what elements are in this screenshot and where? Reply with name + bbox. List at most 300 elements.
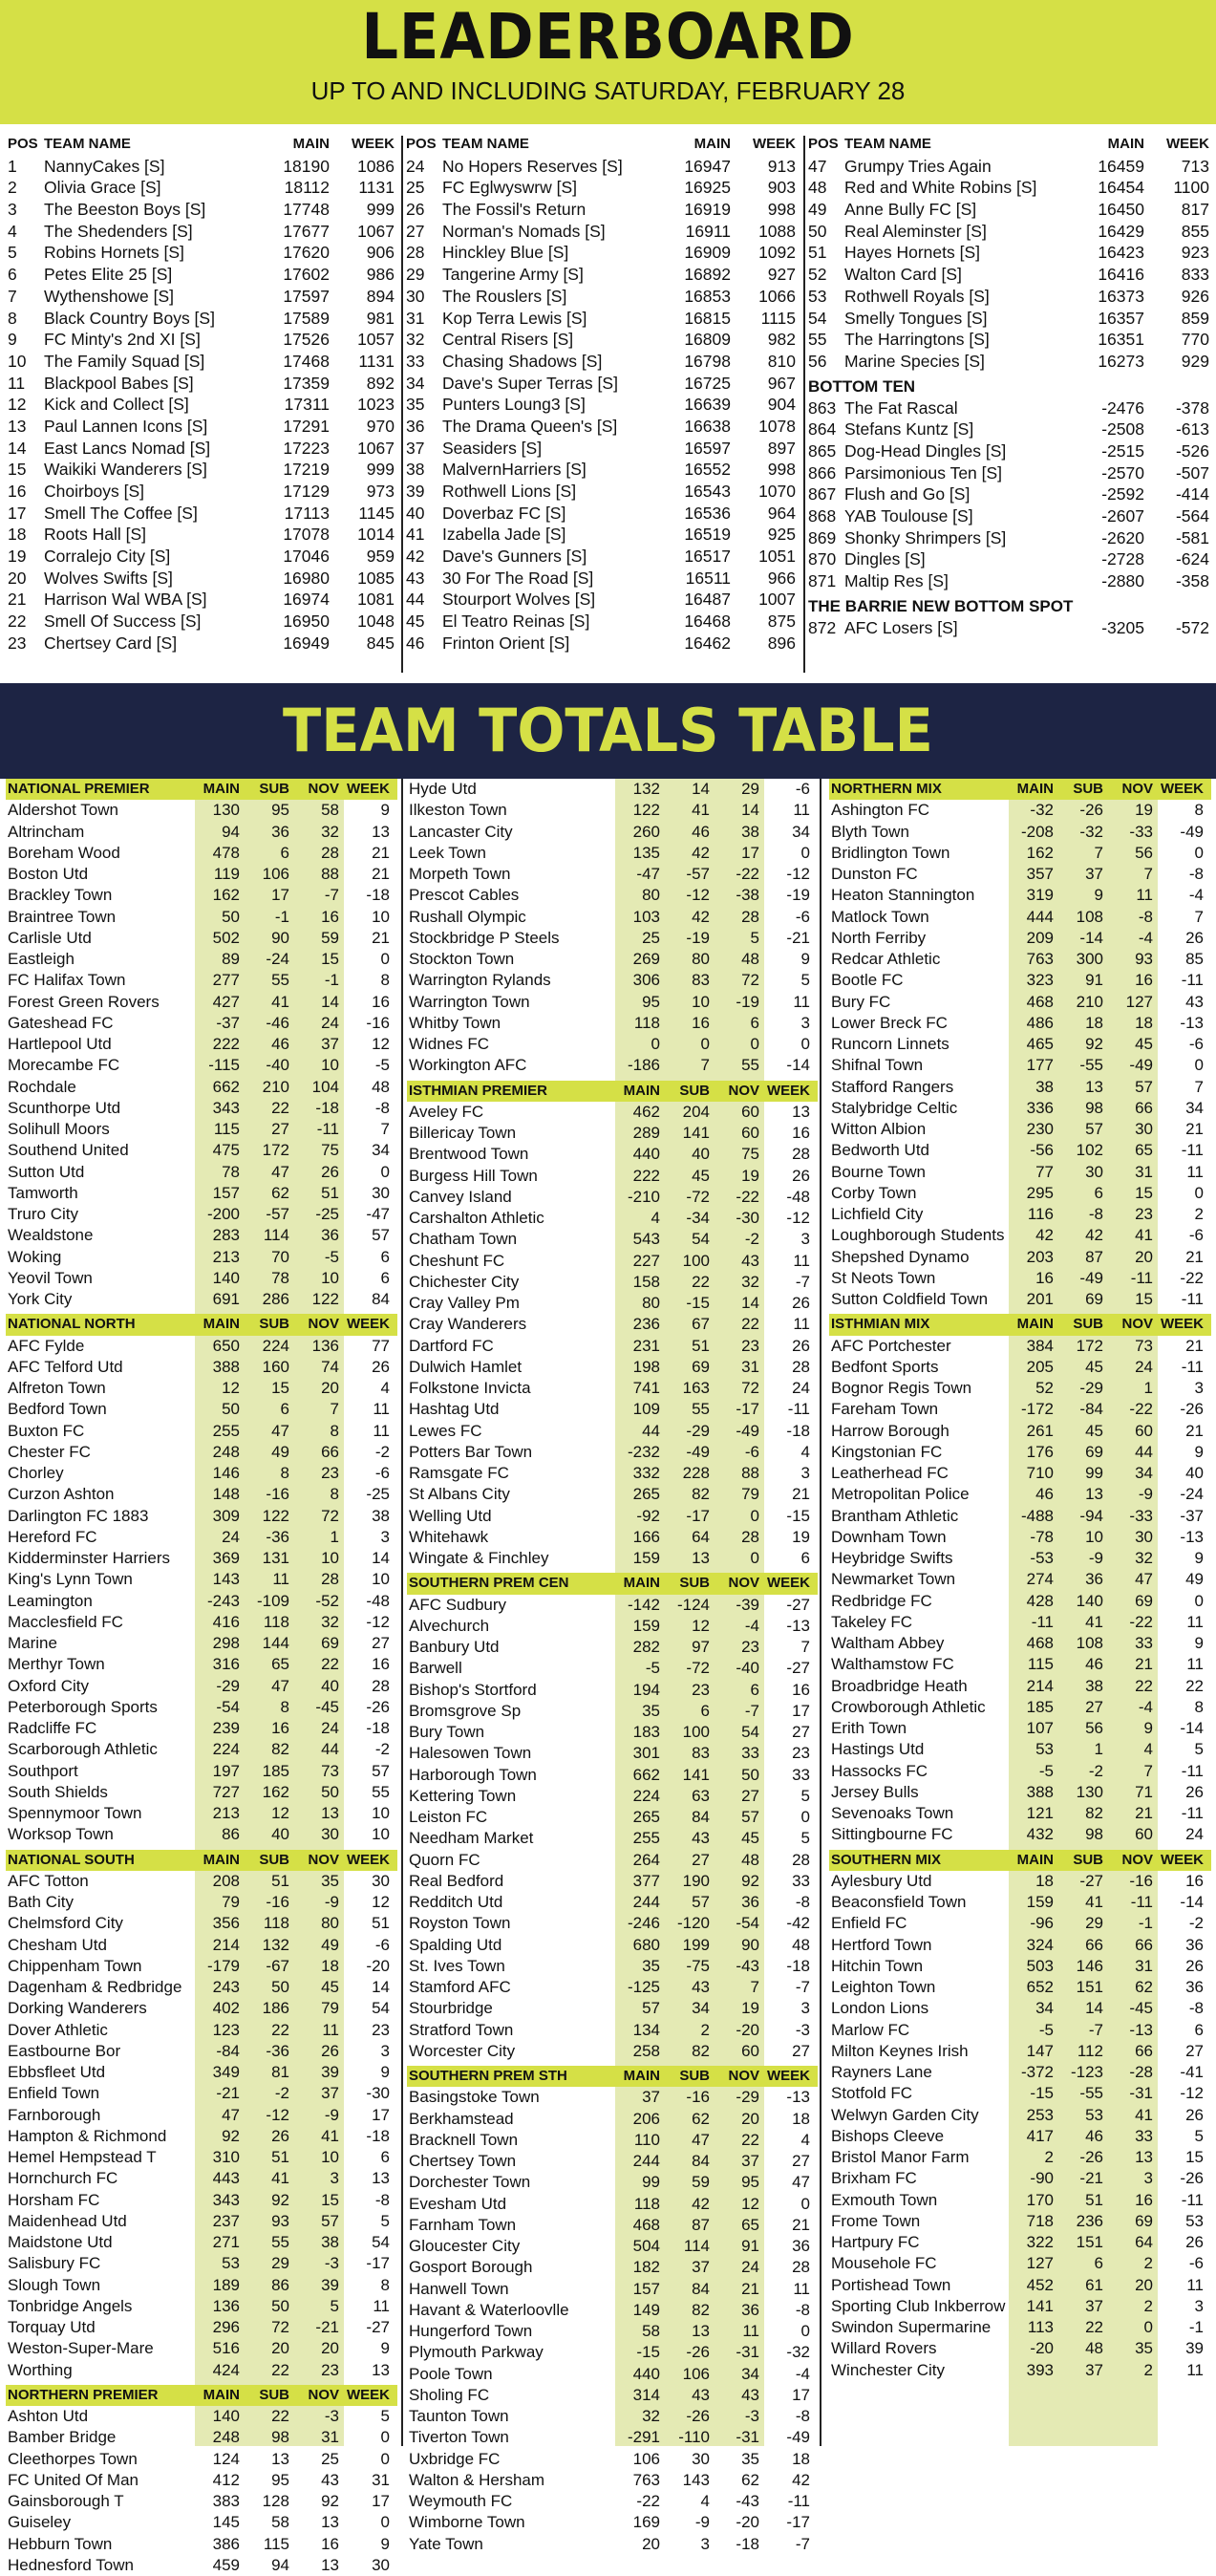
team-name: Macclesfield FC <box>8 1612 123 1631</box>
week-score: 1088 <box>758 221 796 241</box>
sub-total: 55 <box>692 1400 710 1419</box>
main-total: 336 <box>1026 1098 1054 1117</box>
main-total: -5 <box>1038 1761 1054 1780</box>
nov-total: 35 <box>741 2449 759 2468</box>
leaderboard-header-row <box>406 134 796 156</box>
team-row <box>407 2236 818 2257</box>
team-name: Enfield Town <box>8 2084 100 2103</box>
team-name: Ashton Utd <box>8 2407 89 2425</box>
leaderboard-row <box>406 459 796 481</box>
main-total: 110 <box>633 2130 660 2149</box>
nov-total: 15 <box>1135 1290 1153 1308</box>
team-name: Leighton Town <box>831 1978 936 1996</box>
nov-total: -52 <box>315 1591 339 1610</box>
team-row <box>6 1013 397 1034</box>
team-name: Eastleigh <box>8 950 75 968</box>
main-total: 444 <box>1026 907 1054 926</box>
week-score: 998 <box>767 200 796 220</box>
week-total: 17 <box>792 1701 810 1720</box>
week-score: 855 <box>1181 221 1209 241</box>
sub-total: -17 <box>686 1506 710 1525</box>
week-total: 11 <box>373 1400 390 1419</box>
team-row <box>829 1463 1211 1484</box>
main-total: 119 <box>213 865 240 883</box>
nov-total: 9 <box>1143 1719 1153 1737</box>
week-total: 54 <box>372 2233 390 2251</box>
sub-total: 41 <box>271 992 289 1011</box>
team-name: Wolves Swifts [S] <box>44 568 173 588</box>
week-total: -48 <box>786 1187 810 1206</box>
team-row <box>407 1871 818 1892</box>
week-total: 10 <box>372 1570 390 1589</box>
team-name: Walton Card [S] <box>844 265 962 285</box>
nov-header: NOV <box>728 1575 759 1592</box>
main-total: -142 <box>627 1595 660 1614</box>
week-score: 1131 <box>358 178 395 198</box>
nov-total: 4 <box>1143 1740 1153 1759</box>
sub-total: 286 <box>262 1290 289 1308</box>
team-row <box>407 1977 818 1998</box>
week-total: 49 <box>1185 1570 1204 1589</box>
position: 870 <box>808 549 837 569</box>
nov-total: 20 <box>1135 2275 1153 2294</box>
week-total: 6 <box>800 1549 810 1567</box>
sub-total: 69 <box>1085 1290 1103 1308</box>
week-score: -624 <box>1175 549 1209 569</box>
week-total: 19 <box>792 1527 810 1546</box>
week-score: 903 <box>767 178 796 198</box>
team-row <box>407 1421 818 1442</box>
team-name: Matlock Town <box>831 907 929 926</box>
position: 7 <box>8 286 17 306</box>
team-row <box>829 2062 1211 2083</box>
main-total: 468 <box>1026 1634 1054 1652</box>
team-name: St Neots Town <box>831 1268 936 1287</box>
week-score: 1067 <box>357 438 395 458</box>
week-total: -13 <box>1180 1527 1204 1546</box>
nov-total: -40 <box>736 1659 759 1678</box>
week-total: 9 <box>380 2339 390 2358</box>
team-name: No Hopers Reserves [S] <box>442 156 623 176</box>
main-total: 208 <box>212 1871 240 1890</box>
sub-total: 55 <box>271 971 289 990</box>
team-name: Harborough Town <box>409 1765 537 1784</box>
team-row <box>829 1484 1211 1505</box>
position: 35 <box>406 395 425 415</box>
sub-total: 9 <box>1094 886 1103 905</box>
main-total: 135 <box>632 843 660 862</box>
nov-total: 62 <box>741 2470 759 2489</box>
week-total: 3 <box>1194 2296 1204 2315</box>
position: 8 <box>8 308 17 328</box>
team-row <box>6 1098 397 1119</box>
week-header: WEEK <box>767 1575 810 1592</box>
team-name: Blyth Town <box>831 822 909 841</box>
sub-total: 23 <box>692 1680 710 1699</box>
nov-total: -8 <box>1138 907 1153 926</box>
sub-total: 14 <box>1085 1999 1103 2018</box>
league-title: SOUTHERN MIX <box>831 1851 942 1868</box>
nov-total: 60 <box>741 1102 759 1121</box>
sub-total: -49 <box>686 1442 710 1461</box>
team-name: Tiverton Town <box>409 2428 509 2447</box>
sub-total: 100 <box>682 1723 710 1741</box>
sub-total: 41 <box>1085 1893 1103 1911</box>
team-name: YAB Toulouse [S] <box>844 506 973 526</box>
team-name: Radcliffe FC <box>8 1719 97 1737</box>
sub-total: 47 <box>692 2130 710 2149</box>
nov-total: 0 <box>750 1035 759 1053</box>
nov-total: 60 <box>741 2041 759 2060</box>
main-total: 710 <box>1026 1464 1054 1482</box>
team-row <box>6 1956 397 1977</box>
team-name: Farnborough <box>8 2105 101 2124</box>
main-total: 343 <box>212 1098 240 1117</box>
nov-total: -9 <box>324 1893 339 1911</box>
main-header: MAIN <box>292 136 330 152</box>
nov-total: -22 <box>1129 1612 1153 1631</box>
team-row <box>829 949 1211 970</box>
team-name: Hanwell Town <box>409 2279 509 2298</box>
week-total: -37 <box>1180 1506 1204 1525</box>
team-row <box>407 1293 818 1314</box>
sub-total: -57 <box>266 1205 289 1223</box>
team-row <box>6 928 397 949</box>
main-total: 143 <box>212 1570 240 1589</box>
sub-header: SUB <box>259 1316 289 1333</box>
main-total: 718 <box>1026 2211 1054 2230</box>
week-total: 26 <box>1185 1956 1204 1975</box>
nov-total: -7 <box>744 1701 759 1720</box>
sub-total: 84 <box>692 1808 710 1826</box>
week-total: -30 <box>366 2084 390 2103</box>
team-name: Buxton FC <box>8 1421 85 1440</box>
main-total: 214 <box>1026 1676 1054 1695</box>
team-name: Stourbridge <box>409 1999 493 2018</box>
team-row <box>6 1162 397 1183</box>
league-title: NATIONAL NORTH <box>8 1316 136 1333</box>
sub-total: -7 <box>1088 2020 1103 2039</box>
team-totals-column <box>6 779 397 2574</box>
week-total: -8 <box>795 2407 810 2425</box>
team-name: Banbury Utd <box>409 1638 500 1656</box>
sub-total: 72 <box>271 2318 289 2336</box>
team-name: Halesowen Town <box>409 1744 532 1763</box>
nov-total: 65 <box>1135 1141 1153 1160</box>
leaderboard-row <box>808 351 1209 373</box>
leaderboard-row <box>808 221 1209 243</box>
main-total: 424 <box>212 2360 240 2379</box>
team-name: Eastbourne Bor <box>8 2041 121 2060</box>
team-row <box>407 1013 818 1034</box>
team-row <box>829 1077 1211 1098</box>
main-total: 58 <box>642 2322 660 2340</box>
nov-total: 14 <box>741 1294 759 1312</box>
team-row <box>6 2512 397 2533</box>
week-total: 14 <box>372 1549 390 1567</box>
team-name: Kick and Collect [S] <box>44 395 189 415</box>
sub-total: 34 <box>692 1999 710 2018</box>
main-total: 412 <box>212 2470 240 2489</box>
sub-total: 30 <box>692 2449 710 2468</box>
team-name: Hemel Hempstead T <box>8 2148 157 2166</box>
position: 54 <box>808 308 827 328</box>
main-total: 37 <box>642 2088 660 2107</box>
main-total: 427 <box>212 992 240 1011</box>
nov-total: 7 <box>330 1400 339 1419</box>
sub-total: -19 <box>686 928 710 947</box>
nov-total: -3 <box>324 2254 339 2273</box>
team-name: Aylesbury Utd <box>831 1871 932 1890</box>
league-header <box>829 779 1211 800</box>
main-total: 369 <box>212 1549 240 1567</box>
team-row <box>407 1484 818 1505</box>
main-total: 452 <box>1026 2275 1054 2294</box>
team-row <box>829 822 1211 843</box>
nov-total: 10 <box>321 1056 339 1075</box>
team-name: Sutton Utd <box>8 1162 85 1181</box>
team-name: Chesham Utd <box>8 1935 107 1954</box>
team-row <box>6 2232 397 2253</box>
leaderboard-column <box>406 134 796 655</box>
sub-total: -12 <box>266 2105 289 2124</box>
column-divider <box>803 136 805 673</box>
week-total: 38 <box>372 1506 390 1525</box>
main-score: -2515 <box>1101 440 1144 461</box>
nov-total: -43 <box>736 1956 759 1975</box>
team-row <box>407 885 818 906</box>
week-total: 13 <box>372 2360 390 2379</box>
main-score: 17602 <box>283 265 330 285</box>
week-total: 17 <box>792 2385 810 2404</box>
leaderboard-row <box>8 373 395 395</box>
team-row <box>6 1442 397 1463</box>
position: 40 <box>406 503 425 523</box>
main-total: 504 <box>632 2237 660 2255</box>
main-score: 17589 <box>283 308 330 328</box>
week-header: WEEK <box>767 1082 810 1099</box>
main-total: -125 <box>627 1978 660 1996</box>
sub-total: 15 <box>271 1379 289 1397</box>
team-row <box>407 779 818 800</box>
sub-total: 140 <box>1076 1591 1103 1610</box>
team-row <box>829 1204 1211 1225</box>
team-name: Spennymoor Town <box>8 1804 142 1822</box>
sub-total: 81 <box>271 2063 289 2081</box>
nov-total: 1 <box>330 1527 339 1546</box>
leaderboard-row <box>406 568 796 590</box>
nov-total: 14 <box>741 801 759 820</box>
team-name: Waltham Abbey <box>831 1634 945 1652</box>
week-total: 3 <box>1194 1379 1204 1397</box>
week-total: -26 <box>366 1697 390 1716</box>
nov-header: NOV <box>728 1082 759 1099</box>
team-name: Whitby Town <box>409 1013 501 1032</box>
leaderboard-row <box>8 416 395 438</box>
week-total: 3 <box>380 1527 390 1546</box>
team-row <box>829 928 1211 949</box>
team-row <box>407 1680 818 1701</box>
main-total: 384 <box>1026 1336 1054 1355</box>
team-name: Downham Town <box>831 1527 947 1546</box>
week-total: -2 <box>374 1740 390 1759</box>
position: 9 <box>8 330 17 350</box>
team-name: Dorking Wanderers <box>8 1999 147 2018</box>
sub-header: SUB <box>259 1851 289 1868</box>
sub-total: -14 <box>1079 928 1103 947</box>
week-score: 1100 <box>1173 178 1209 198</box>
week-total: -7 <box>795 2534 810 2553</box>
main-total: 106 <box>632 2449 660 2468</box>
main-total: 177 <box>1026 1056 1054 1075</box>
position: 12 <box>8 395 27 415</box>
nov-total: 3 <box>1143 2169 1153 2188</box>
nov-total: -3 <box>744 2407 759 2425</box>
leaderboard-row <box>8 568 395 590</box>
team-row <box>407 992 818 1013</box>
team-name: Yeovil Town <box>8 1268 93 1287</box>
team-row <box>407 1828 818 1849</box>
main-total: 16 <box>1035 1268 1054 1287</box>
sub-total: 43 <box>692 1829 710 1848</box>
sub-total: 12 <box>271 1804 289 1822</box>
team-name: Yate Town <box>409 2534 483 2553</box>
main-score: 17291 <box>283 416 330 436</box>
team-row <box>6 2105 397 2126</box>
week-total: 11 <box>373 2296 390 2315</box>
week-score: -581 <box>1175 527 1209 547</box>
sub-total: 46 <box>692 822 710 841</box>
sub-total: 51 <box>692 1336 710 1355</box>
sub-total: 83 <box>692 971 710 990</box>
sub-header: SUB <box>259 781 289 797</box>
week-total: -7 <box>795 1978 810 1996</box>
main-score: 16423 <box>1098 243 1144 263</box>
sub-total: -109 <box>256 1591 289 1610</box>
nov-total: 23 <box>321 2360 339 2379</box>
position: 42 <box>406 547 425 567</box>
nov-total: 0 <box>1143 2318 1153 2336</box>
team-name: Marine Species [S] <box>844 351 985 371</box>
team-name: Corralejo City [S] <box>44 547 171 567</box>
week-score: 817 <box>1181 200 1209 220</box>
team-name: Central Risers [S] <box>442 330 574 350</box>
sub-total: 16 <box>692 1013 710 1032</box>
sub-header: SUB <box>259 2386 289 2403</box>
team-row <box>6 2427 397 2448</box>
team-name: Slough Town <box>8 2275 101 2294</box>
team-name: Norman's Nomads [S] <box>442 221 606 241</box>
sub-total: -110 <box>678 2428 710 2447</box>
team-name: Worksop Town <box>8 1825 114 1844</box>
sub-total: 87 <box>692 2215 710 2234</box>
team-name: Chatham Town <box>409 1230 518 1249</box>
team-row <box>6 2168 397 2189</box>
week-header: WEEK <box>347 2386 390 2403</box>
week-score: 894 <box>366 286 395 306</box>
sub-total: -26 <box>686 2343 710 2362</box>
team-name: The Harringtons [S] <box>844 330 990 350</box>
main-total: 478 <box>212 843 240 862</box>
main-score: 16947 <box>684 156 731 176</box>
team-name: Carlisle Utd <box>8 928 92 947</box>
nov-total: -19 <box>736 992 759 1011</box>
week-total: 0 <box>380 1162 390 1181</box>
team-row <box>829 1824 1211 1845</box>
leaderboard-row <box>8 329 395 351</box>
team-name: Gateshead FC <box>8 1013 114 1032</box>
nov-total: 24 <box>741 2258 759 2277</box>
leaderboard-row <box>8 351 395 373</box>
leaderboard-row <box>808 199 1209 221</box>
main-score: -2476 <box>1101 397 1144 418</box>
team-row <box>407 1357 818 1378</box>
sub-total: 99 <box>1085 1464 1103 1482</box>
team-row <box>829 843 1211 864</box>
leaderboard-row <box>808 617 1209 639</box>
position: 24 <box>406 156 425 176</box>
team-row <box>407 2406 818 2427</box>
main-total: 239 <box>212 1719 240 1737</box>
main-total: 283 <box>212 1226 240 1245</box>
nov-total: 79 <box>741 1485 759 1504</box>
week-total: -18 <box>786 1421 810 1440</box>
nov-total: 26 <box>321 1162 339 1181</box>
team-row <box>407 800 818 821</box>
team-name: Choirboys [S] <box>44 482 145 501</box>
team-row <box>6 1697 397 1718</box>
nov-total: 31 <box>1135 1162 1153 1181</box>
column-divider <box>401 136 403 673</box>
main-total: 103 <box>632 907 660 926</box>
team-row <box>6 1913 397 1934</box>
position: 37 <box>406 438 425 458</box>
sub-total: 82 <box>692 2041 710 2060</box>
team-name: Walton & Hersham <box>409 2470 545 2489</box>
team-name: Bracknell Town <box>409 2130 519 2149</box>
team-row <box>829 1612 1211 1633</box>
main-total: -372 <box>1020 2063 1054 2081</box>
team-name: Izabella Jade [S] <box>442 525 566 545</box>
main-total: 80 <box>642 1294 660 1312</box>
leaderboard-row <box>8 438 395 460</box>
team-name: Enfield FC <box>831 1914 907 1933</box>
team-name: Widnes FC <box>409 1035 490 1053</box>
main-total: 183 <box>632 1723 660 1741</box>
leaderboard-row <box>406 438 796 460</box>
main-total: 255 <box>212 1421 240 1440</box>
main-total: 727 <box>212 1782 240 1801</box>
team-row <box>6 1935 397 1956</box>
week-total: 42 <box>792 2470 810 2489</box>
main-total: -92 <box>636 1506 660 1525</box>
week-score: 986 <box>366 265 395 285</box>
team-row <box>407 1658 818 1679</box>
main-total: 149 <box>632 2300 660 2319</box>
week-total: 21 <box>372 928 390 947</box>
main-score: 18190 <box>283 156 330 176</box>
main-score: 16517 <box>684 547 731 567</box>
week-total: 28 <box>792 1850 810 1869</box>
main-total: 134 <box>632 2020 660 2039</box>
team-row <box>6 1977 397 1998</box>
main-total: 323 <box>1026 971 1054 990</box>
sub-total: 108 <box>1076 907 1103 926</box>
sub-total: 36 <box>271 822 289 841</box>
sub-total: 62 <box>692 2109 710 2128</box>
main-total: -15 <box>1030 2084 1054 2103</box>
week-total: -11 <box>1181 1804 1204 1822</box>
